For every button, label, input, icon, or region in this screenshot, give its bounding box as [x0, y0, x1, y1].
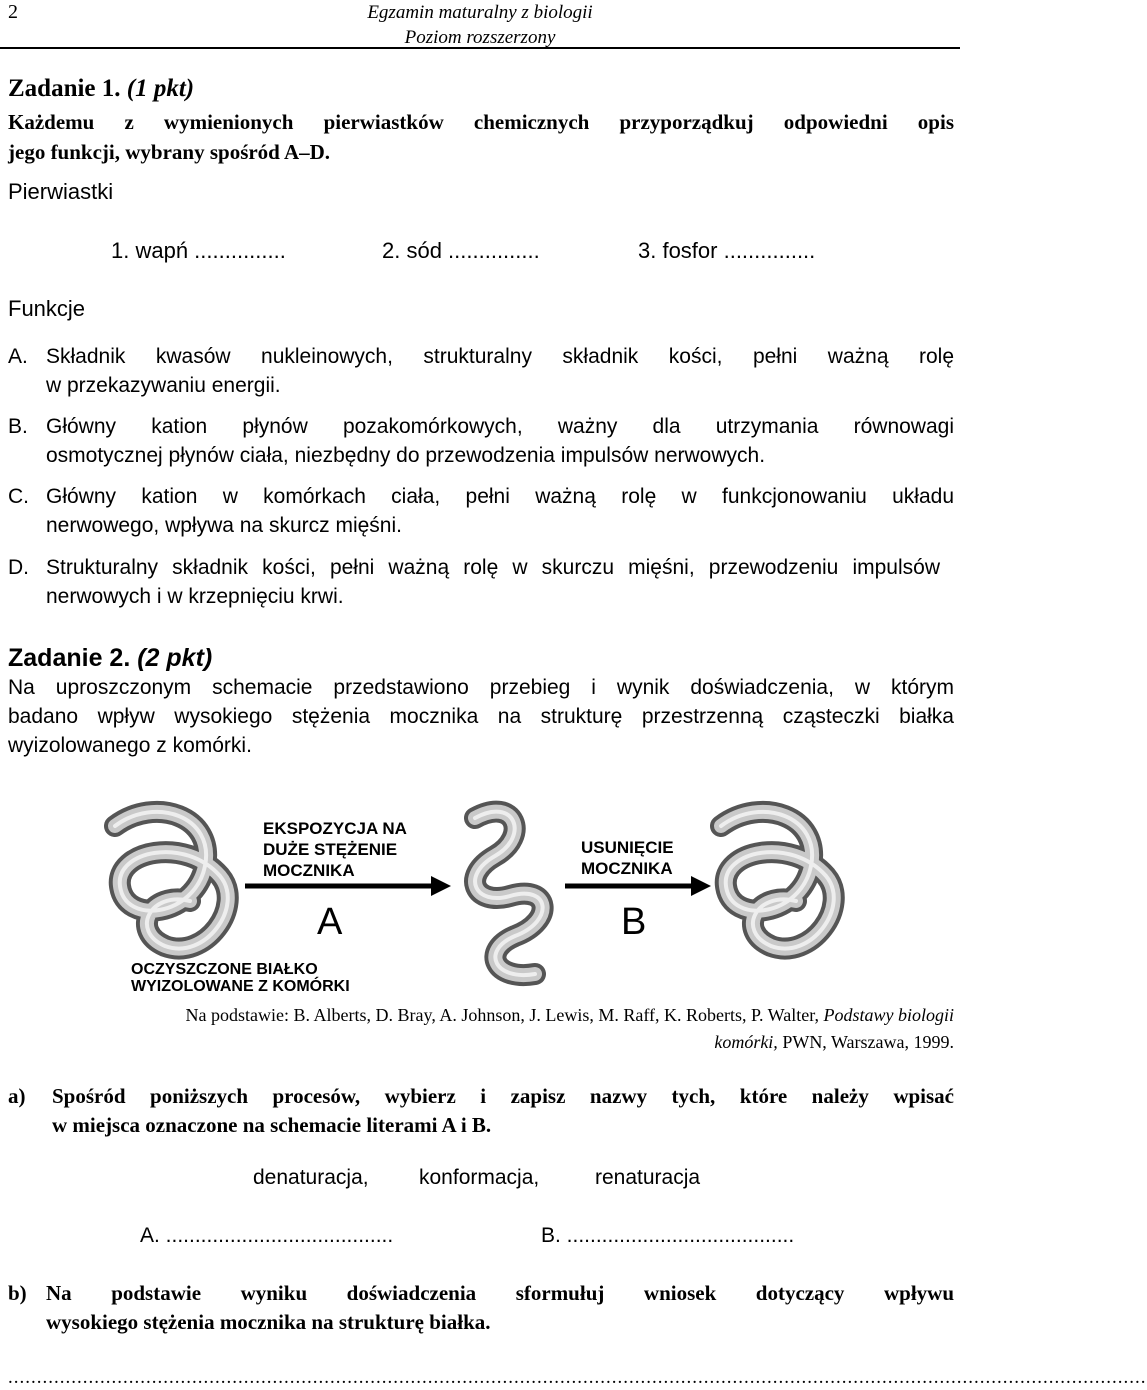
header-divider	[0, 47, 960, 49]
source-title-part2: komórki,	[714, 1032, 778, 1052]
conclusion-answer-line[interactable]: ......................................................................................................................................................................................................	[8, 1367, 1147, 1388]
arrow-a-label: A	[317, 901, 343, 943]
task2-intro-line2: badano wpływ wysokiego stężenia mocznika na strukturę przestrzenną cząsteczki białka	[8, 705, 954, 728]
answer-a-field[interactable]: A. .......................................	[140, 1224, 394, 1247]
function-c-letter: C.	[8, 485, 29, 508]
task1-heading	[8, 74, 194, 104]
part-a-marker: a)	[8, 1084, 26, 1108]
protein-label-line2: WYIZOLOWANE Z KOMÓRKI	[131, 978, 350, 995]
function-a-line1: Składnik kwasów nukleinowych, strukturalny składnik kości, pełni ważną rolę	[46, 345, 954, 368]
function-a-line2: w przekazywaniu energii.	[46, 374, 281, 397]
function-d-line2: nerwowych i w krzepnięciu krwi.	[46, 585, 344, 608]
function-b-line1: Główny kation płynów pozakomórkowych, ważny dla utrzymania równowagi	[46, 415, 954, 438]
element-2-sodium: 2. sód ...............	[382, 238, 540, 263]
task2-heading	[8, 643, 212, 673]
task1-heading-title: Zadanie 1.	[8, 75, 127, 102]
arrow-b-label: B	[621, 901, 647, 943]
exam-level: Poziom rozszerzony	[404, 27, 556, 48]
folded-protein-right	[721, 812, 834, 949]
function-c-line2: nerwowego, wpływa na skurcz mięśni.	[46, 514, 402, 537]
task2-intro-line3: wyizolowanego z komórki.	[8, 734, 252, 757]
source-caption-line2	[40, 1029, 954, 1056]
element-3-phosphorus: 3. fosfor ...............	[638, 238, 816, 263]
part-a-line2: w miejsca oznaczone na schemacie literami A i B.	[52, 1113, 492, 1137]
protein-denaturation-diagram	[95, 796, 855, 995]
part-b-line2: wysokiego stężenia mocznika na strukturę białka.	[46, 1310, 491, 1334]
function-a-letter: A.	[8, 345, 28, 368]
unfolded-protein-chain	[475, 812, 543, 975]
source-title-part1: Podstawy biologii	[823, 1005, 954, 1025]
exam-header	[0, 0, 960, 50]
exposure-label-line1: EKSPOZYCJA NA	[263, 819, 407, 838]
task1-instruction-line2: jego funkcji, wybrany spośród A–D.	[8, 140, 331, 164]
source-caption-line1	[40, 1002, 954, 1029]
element-1-calcium: 1. wapń ...............	[111, 238, 286, 263]
function-b-letter: B.	[8, 415, 28, 438]
page-number: 2	[8, 1, 18, 23]
process-denaturation: denaturacja,	[253, 1166, 369, 1189]
removal-label-line1: USUNIĘCIE	[581, 838, 674, 857]
process-conformation: konformacja,	[419, 1166, 540, 1189]
task2-points: (2 pkt)	[137, 644, 213, 672]
part-b-line1: Na podstawie wyniku doświadczenia sformułuj wniosek dotyczący wpływu	[46, 1281, 954, 1305]
process-renaturation: renaturacja	[595, 1166, 701, 1189]
task2-intro-line1: Na uproszczonym schemacie przedstawiono przebieg i wynik doświadczenia, w którym	[8, 676, 954, 699]
removal-label-line2: MOCZNIKA	[581, 859, 673, 878]
elements-label: Pierwiastki	[8, 179, 114, 204]
task1-instruction-line1: Każdemu z wymienionych pierwiastków chemicznych przyporządkuj odpowiedni opis	[8, 110, 954, 134]
source-publisher: PWN, Warszawa, 1999.	[777, 1032, 954, 1052]
protein-label-line1: OCZYSZCZONE BIAŁKO	[131, 961, 318, 978]
part-a-line1: Spośród poniższych procesów, wybierz i zapisz nazwy tych, które należy wpisać	[52, 1084, 954, 1108]
arrow-b	[565, 876, 711, 896]
folded-protein-left	[115, 812, 228, 949]
function-c-line1: Główny kation w komórkach ciała, pełni ważną rolę w funkcjonowaniu układu	[46, 485, 954, 508]
answer-b-field[interactable]: B. .......................................	[541, 1224, 795, 1247]
task1-points: (1 pkt)	[126, 75, 195, 102]
part-b-marker: b)	[8, 1281, 27, 1305]
function-b-line2: osmotycznej płynów ciała, niezbędny do przewodzenia impulsów nerwowych.	[46, 444, 766, 467]
exposure-label-line2: DUŻE STĘŻENIE	[263, 840, 398, 859]
function-d-letter: D.	[8, 556, 29, 579]
source-caption	[40, 1002, 954, 1056]
functions-label: Funkcje	[8, 296, 86, 321]
task2-heading-title: Zadanie 2.	[8, 644, 138, 672]
exam-title: Egzamin maturalny z biologii	[367, 2, 593, 23]
source-authors: Na podstawie: B. Alberts, D. Bray, A. Johnson, J. Lewis, M. Raff, K. Roberts, P. Walter,	[185, 1005, 824, 1025]
function-d-line1: Strukturalny składnik kości, pełni ważną rolę w skurczu mięśni, przewodzeniu impulsów	[46, 556, 940, 579]
exposure-label-line3: MOCZNIKA	[263, 861, 355, 880]
